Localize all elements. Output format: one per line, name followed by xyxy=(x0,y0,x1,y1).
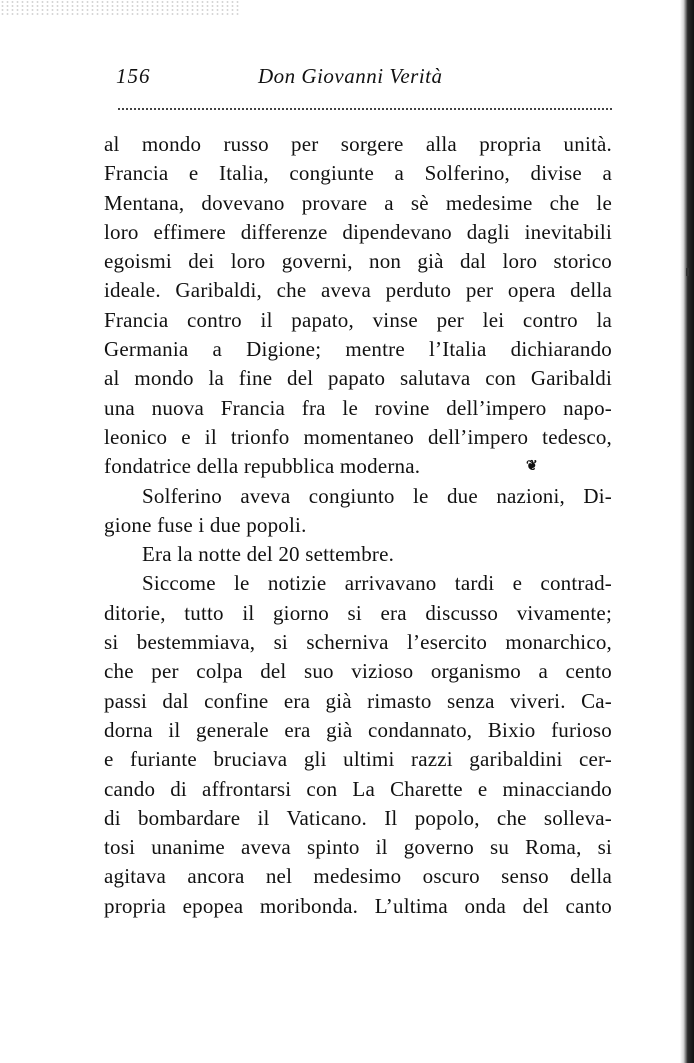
text-line: tosi unanime aveva spinto il governo su Roma, si xyxy=(104,835,612,860)
text-line: al mondo russo per sorgere alla propria unità. xyxy=(104,132,612,156)
text-line: Mentana, dovevano provare a sè medesime che le xyxy=(104,190,612,215)
text-line: Era la notte del 20 settembre. xyxy=(142,542,395,567)
text-line: Siccome le notizie arrivavano tardi e contrad- xyxy=(142,571,612,596)
text-line: propria epopea moribonda. L’ultima onda del canto xyxy=(104,893,612,918)
text-line: Solferino aveva congiunto le due nazioni, Di- xyxy=(142,483,612,508)
text-line: agitava ancora nel medesimo oscuro senso della xyxy=(104,864,612,889)
header-divider xyxy=(118,108,612,110)
page-binding-edge xyxy=(680,0,694,1063)
text-line: loro effimere differenze dipendevano dagli inevitabili xyxy=(104,219,612,244)
text-line: leonico e il trionfo momentaneo dell’impero tedesco, xyxy=(104,424,612,449)
edge-mark xyxy=(686,268,689,276)
text-line: gione fuse i due popoli. xyxy=(104,512,307,537)
text-line: Germania a Digione; mentre l’Italia dichiarando xyxy=(104,337,612,362)
body-text xyxy=(104,130,612,921)
ink-blot-icon: ❦ xyxy=(526,459,538,474)
running-title: Don Giovanni Verità xyxy=(258,64,443,88)
text-line: Francia contro il papato, vinse per lei contro la xyxy=(104,307,612,332)
text-line: ideale. Garibaldi, che aveva perduto per opera della xyxy=(104,278,612,303)
text-line: ditorie, tutto il giorno si era discusso vivamente; xyxy=(104,600,612,625)
text-line: al mondo la fine del papato salutava con Garibaldi xyxy=(104,366,612,391)
text-line: egoismi dei loro governi, non già dal loro storico xyxy=(104,249,612,274)
text-line: di bombardare il Vaticano. Il popolo, che solleva- xyxy=(104,805,612,830)
text-line: passi dal confine era già rimasto senza viveri. Ca- xyxy=(104,688,612,713)
text-line: e furiante bruciava gli ultimi razzi garibaldini cer- xyxy=(104,747,612,772)
text-line: che per colpa del suo vizioso organismo a cento xyxy=(104,659,612,684)
text-line: fondatrice della repubblica moderna. xyxy=(104,454,421,479)
text-line: si bestemmiava, si scherniva l’esercito monarchico, xyxy=(104,630,612,655)
page-number: 156 xyxy=(116,64,151,88)
text-line: Francia e Italia, congiunte a Solferino, divise a xyxy=(104,161,612,186)
text-line: dorna il generale era già condannato, Bixio furioso xyxy=(104,717,612,742)
text-line: cando di affrontarsi con La Charette e minacciando xyxy=(104,776,612,801)
page-header xyxy=(116,64,612,94)
text-line: una nuova Francia fra le rovine dell’impero napo- xyxy=(104,395,612,420)
paper-speckle xyxy=(0,0,240,16)
